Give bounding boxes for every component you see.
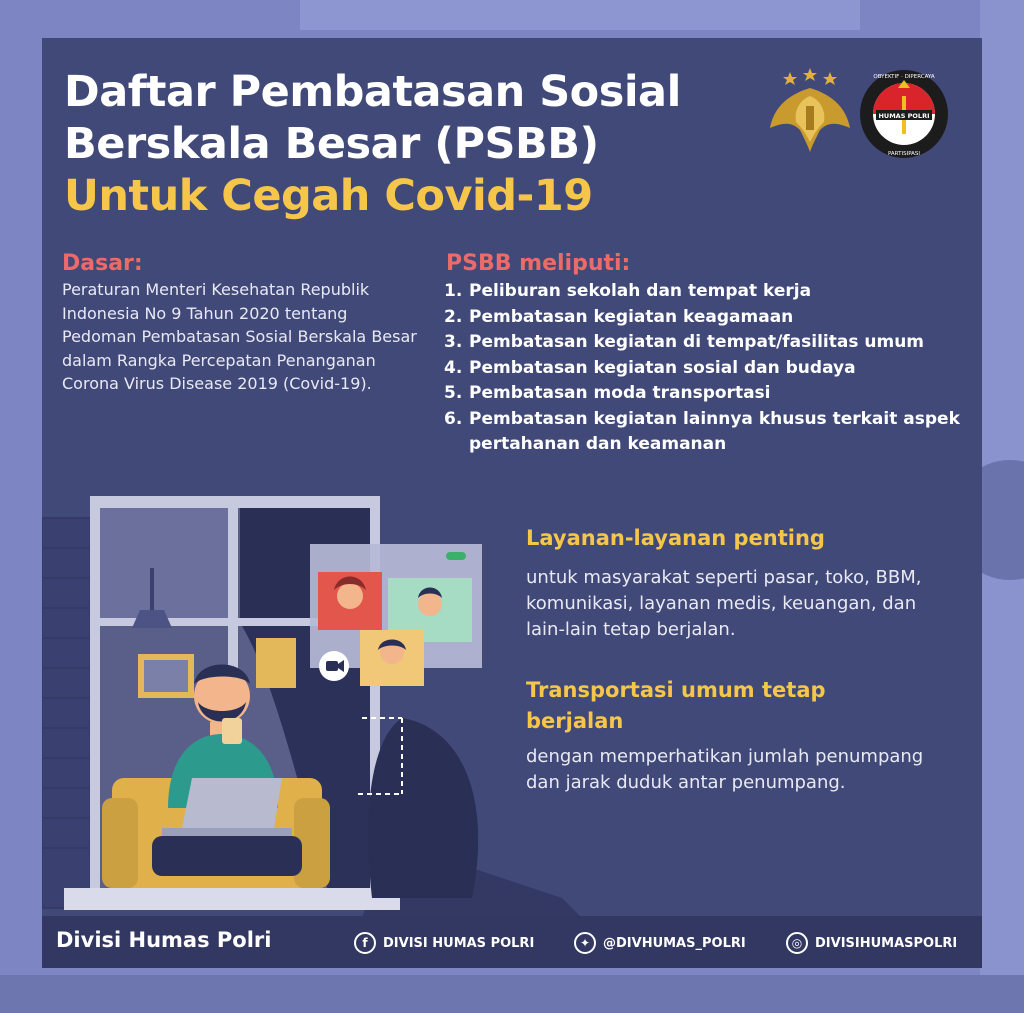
list-item [444,279,974,305]
instagram-label: DIVISIHUMASPOLRI [815,935,958,951]
title-line-2: Berskala Besar (PSBB) [64,119,599,169]
facebook-link[interactable] [354,932,534,954]
facebook-icon: f [354,932,376,954]
work-from-home-illustration [42,478,602,918]
instagram-icon: ◎ [786,932,808,954]
dasar-text: Peraturan Menteri Kesehatan Republik Indonesia No 9 Tahun 2020 tentang Pedoman Pembatasan Sosial Berskala Besar dalam Rangka Percepatan Penanganan Corona Virus Disease 2019 (Covid-19). [62,280,417,393]
transport-text: dengan memperhatikan jumlah penumpang dan jarak duduk antar penumpang. [526,746,924,793]
list-item-number: 2. [444,306,463,327]
footer [42,916,982,968]
facebook-label: DIVISI HUMAS POLRI [383,935,535,951]
twitter-label: @DIVHUMAS_POLRI [603,935,746,951]
list-item-number: 5. [444,383,463,403]
seal-top-text: OBYEKTIF · DIPERCAYA [873,74,935,80]
psbb-heading: PSBB meliputi: [446,251,631,276]
transport-heading: Transportasi umum tetap berjalan [526,678,826,733]
footer-brand: Divisi Humas Polri [56,928,272,952]
list-item-number: 6. [444,408,463,429]
list-item [444,381,974,407]
humas-polri-seal-icon [858,68,950,160]
list-item-text: Pembatasan kegiatan lainnya khusus terkait aspek pertahanan dan keamanan [469,408,960,454]
list-item-number: 4. [444,357,463,378]
list-item [444,330,974,356]
list-item-number: 1. [444,281,463,301]
infographic-card [42,38,982,968]
page-title [64,66,681,222]
list-item [444,356,974,382]
list-item-text: Pembatasan kegiatan sosial dan budaya [469,357,856,378]
list-item-number: 3. [444,332,463,352]
list-item [444,407,974,458]
twitter-link[interactable] [574,932,746,954]
twitter-icon: ✦ [574,932,596,954]
dasar-heading: Dasar: [62,251,143,276]
list-item-text: Peliburan sekolah dan tempat kerja [469,281,812,301]
title-line-1: Daftar Pembatasan Sosial [64,67,681,117]
seal-center-text: HUMAS POLRI [878,112,930,120]
list-item-text: Pembatasan moda transportasi [469,383,771,403]
services-heading: Layanan-layanan penting [526,526,825,550]
list-item-text: Pembatasan kegiatan keagamaan [469,306,794,327]
police-emblem-icon [760,66,860,161]
services-text: untuk masyarakat seperti pasar, toko, BBM, komunikasi, layanan medis, keuangan, dan lain-lain tetap berjalan. [526,567,922,640]
seal-bottom-text: PARTISIPASI [887,151,921,157]
title-line-3: Untuk Cegah Covid-19 [64,171,593,221]
psbb-list [444,279,974,458]
instagram-link[interactable] [786,932,957,954]
list-item-text: Pembatasan kegiatan di tempat/fasilitas umum [469,332,925,352]
list-item [444,305,974,331]
